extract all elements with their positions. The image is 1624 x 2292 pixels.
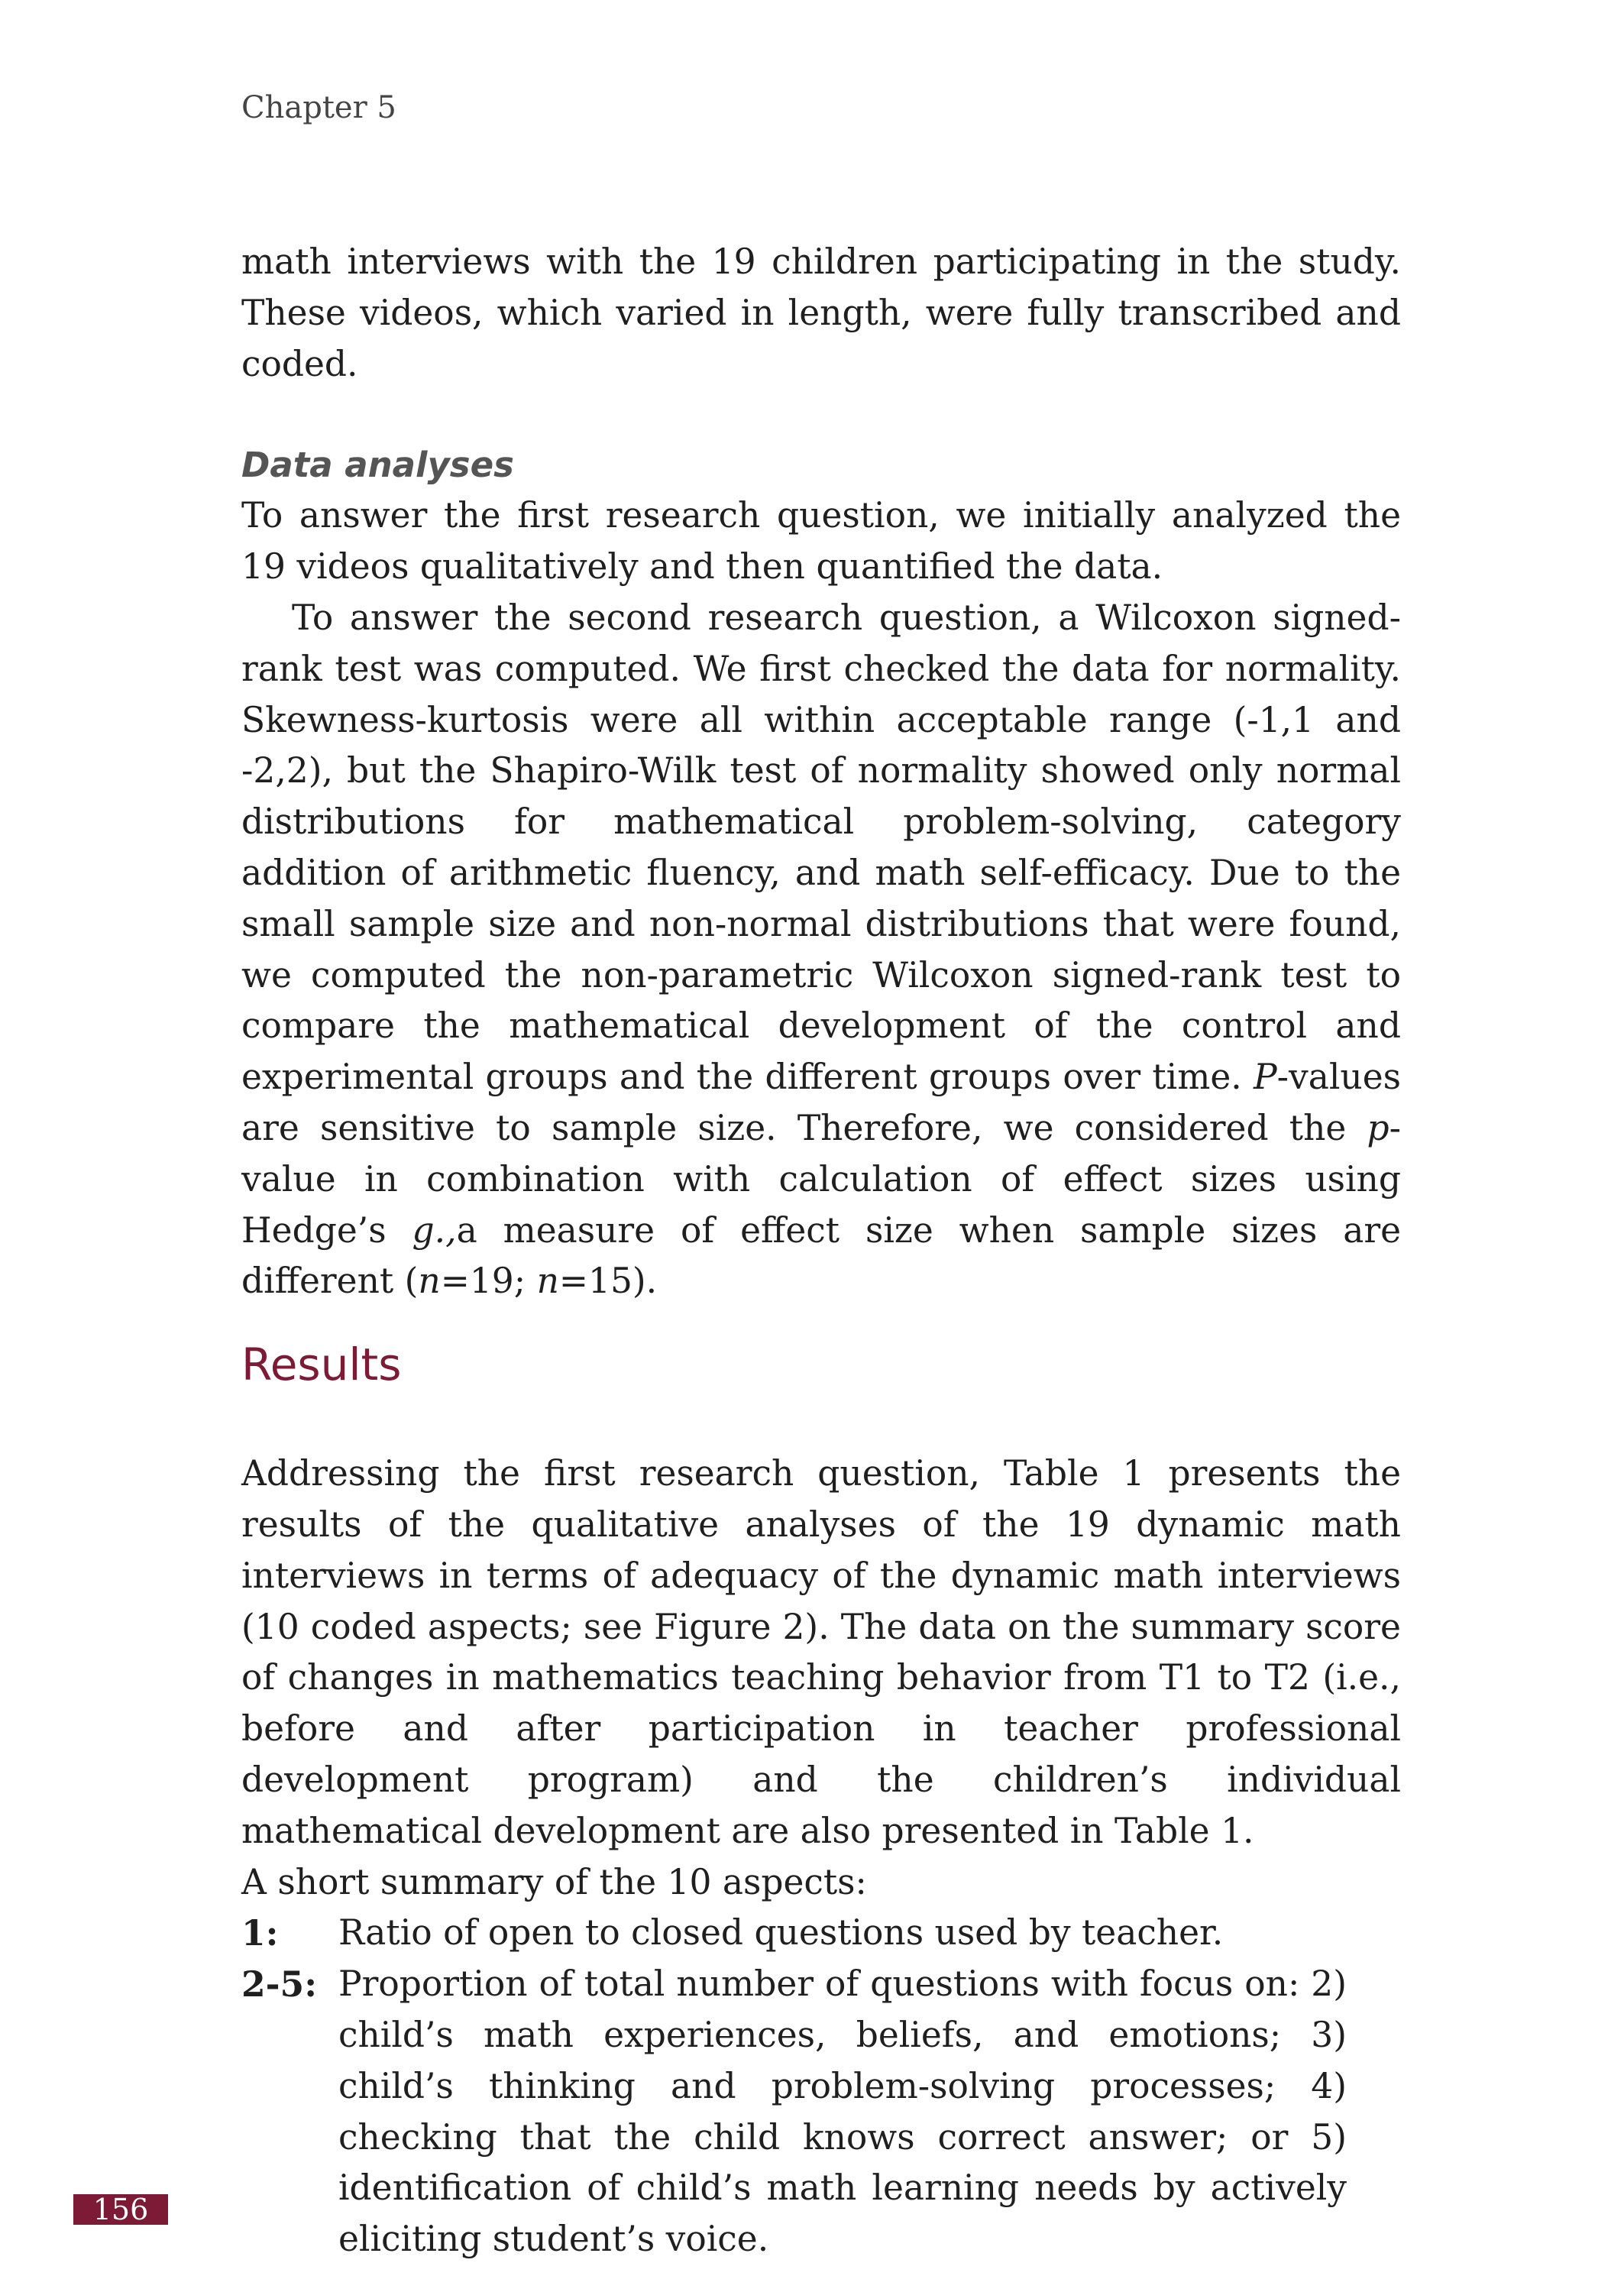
aspect-item: [241, 1959, 1401, 2265]
analysis-paragraph-1: To answer the first research question, we initially analyzed the 19 videos qualitatively and then quantified the data.: [241, 495, 1401, 588]
aspect-number: 2-5:: [241, 1963, 317, 2006]
text-run: a measure of effect size when sample sizes are different (: [241, 1209, 1401, 1302]
aspect-item: [241, 1908, 1401, 1959]
running-head: Chapter 5: [241, 90, 396, 125]
page-number: 156: [73, 2194, 168, 2225]
text-run: To answer the second research question, a Wilcoxon signed-rank test was computed. We first checked the data for normality. Skewness-kurtosis were all within acceptable range (-1,1 and -2,2), but the Shapiro-Wilk test of normality showed only normal distributions for mathematical problem-solving, category addition of arithmetic fluency, and math self-efficacy. Due to the small sample size and non-normal distributions that were found, we computed the non-parametric Wilcoxon signed-rank test to compare the mathematical development of the control and experimental groups and the different groups over time.: [241, 597, 1401, 1098]
italic-n: n: [418, 1261, 441, 1302]
results-heading: Results: [241, 1339, 402, 1391]
text-run: -values are sensitive to sample size. Therefore, we considered the: [241, 1057, 1401, 1148]
aspect-number: 1:: [241, 1912, 279, 1954]
aspect-text: Proportion of total number of questions with focus on: 2) child’s math experiences, beliefs, and emotions; 3) child’s thinking and problem-solving processes; 4) checking that the child knows correct answer; or 5) identification of child’s math learning needs by actively eliciting student’s voice.: [338, 1963, 1347, 2260]
page-body: [241, 237, 1401, 2265]
spacer: [241, 390, 1401, 440]
text-run: -value in combination with calculation of effect sizes using Hedge’s: [241, 1107, 1401, 1251]
intro-paragraph: math interviews with the 19 children participating in the study. These videos, which varied in length, were fully transcribed and coded.: [241, 241, 1401, 384]
text-run: =15).: [558, 1261, 658, 1302]
aspect-text: Ratio of open to closed questions used by teacher.: [338, 1912, 1224, 1954]
results-paragraph: Addressing the first research question, Table 1 presents the results of the qualitative analyses of the 19 dynamic math interviews in terms of adequacy of the dynamic math interviews (10 coded aspects; see Figure 2). The data on the summary score of changes in mathematics teaching behavior from T1 to T2 (i.e., before and after participation in teacher professional development program) and the children’s individual mathematical development are also presented in Table 1.: [241, 1453, 1401, 1851]
data-analyses-heading: Data analyses: [241, 445, 514, 486]
italic-p: p: [1367, 1107, 1389, 1148]
analysis-paragraph-2: [241, 593, 1401, 1307]
summary-intro: A short summary of the 10 aspects:: [241, 1861, 867, 1902]
italic-g: g.,: [412, 1209, 457, 1251]
text-run: =19;: [440, 1261, 537, 1302]
italic-n: n: [536, 1261, 559, 1302]
italic-p: P: [1254, 1057, 1277, 1098]
